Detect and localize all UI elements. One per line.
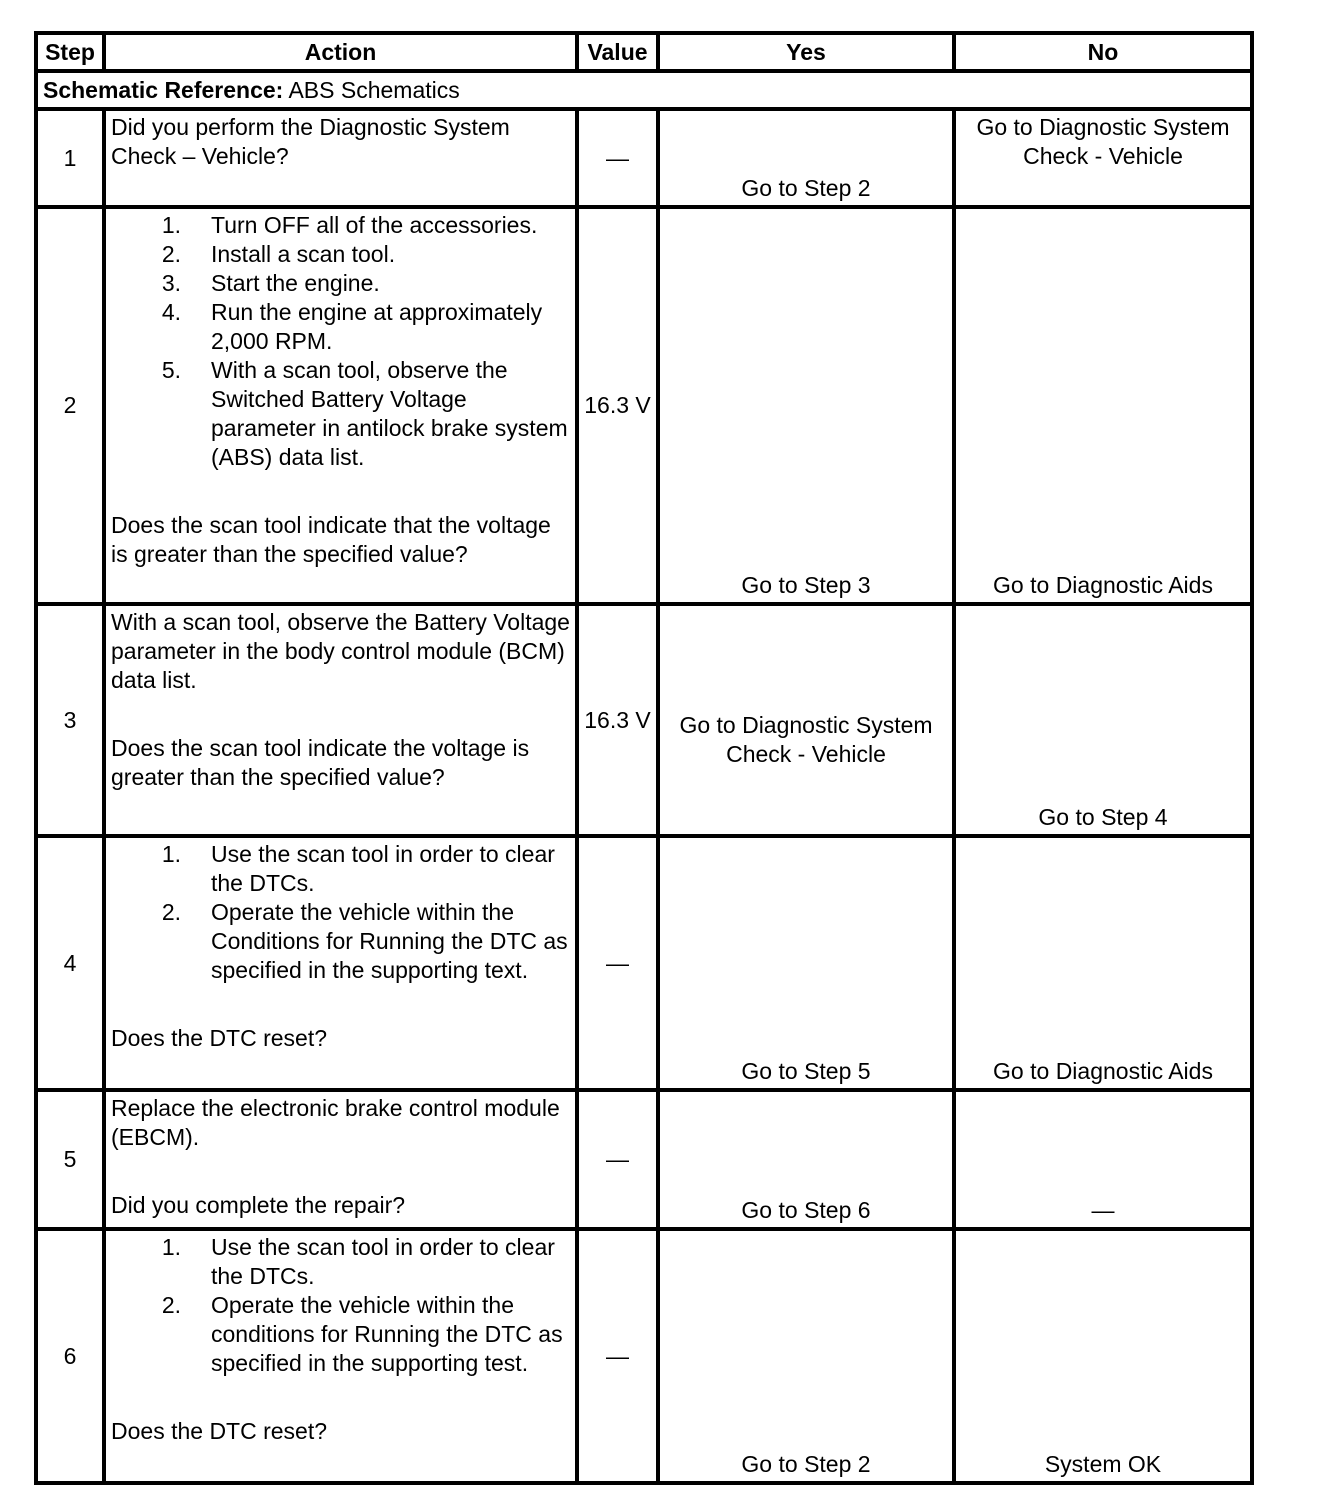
step-number: 2 bbox=[36, 207, 104, 604]
table-row bbox=[36, 1229, 1252, 1483]
value-cell: — bbox=[577, 109, 658, 207]
yes-cell: Go to Step 2 bbox=[658, 1229, 954, 1483]
schematic-label: Schematic Reference: bbox=[43, 76, 284, 103]
value-cell: 16.3 V bbox=[577, 604, 658, 836]
step-number: 6 bbox=[36, 1229, 104, 1483]
table-row bbox=[36, 109, 1252, 207]
step-number: 5 bbox=[36, 1090, 104, 1229]
action-text: With a scan tool, observe the Battery Voltage parameter in the body control module (BCM) data list. bbox=[111, 609, 570, 693]
list-text: Run the engine at approximately 2,000 RPM. bbox=[211, 299, 543, 354]
diagnostic-table bbox=[34, 31, 1254, 1485]
no-cell: Go to Diagnostic Aids bbox=[954, 836, 1252, 1090]
schematic-row bbox=[36, 71, 1252, 109]
yes-cell: Go to Step 6 bbox=[658, 1090, 954, 1229]
list-number: 3. bbox=[161, 270, 181, 296]
list-number: 5. bbox=[161, 357, 181, 383]
table-row bbox=[36, 207, 1252, 604]
action-question: Did you complete the repair? bbox=[111, 1192, 406, 1218]
list-text: Start the engine. bbox=[211, 270, 380, 296]
list-item bbox=[111, 356, 571, 472]
list-item bbox=[111, 1291, 571, 1378]
list-item bbox=[111, 240, 571, 269]
list-item bbox=[111, 1233, 571, 1291]
header-row bbox=[36, 33, 1252, 71]
list-number: 2. bbox=[161, 1292, 181, 1318]
action-list bbox=[111, 1233, 571, 1378]
action-question: Does the scan tool indicate that the voltage is greater than the specified value? bbox=[111, 512, 551, 567]
table-row bbox=[36, 1090, 1252, 1229]
action-cell bbox=[104, 1090, 577, 1229]
header-action: Action bbox=[104, 33, 577, 71]
list-item bbox=[111, 898, 571, 985]
list-number: 2. bbox=[161, 241, 181, 267]
schematic-value: ABS Schematics bbox=[288, 76, 460, 103]
action-list bbox=[111, 211, 571, 472]
action-text: Did you perform the Diagnostic System Check – Vehicle? bbox=[111, 114, 510, 169]
header-no: No bbox=[954, 33, 1252, 71]
yes-cell: Go to Diagnostic System Check - Vehicle bbox=[658, 604, 954, 836]
action-cell bbox=[104, 109, 577, 207]
action-question: Does the DTC reset? bbox=[111, 1025, 328, 1051]
list-number: 1. bbox=[161, 841, 181, 867]
schematic-reference bbox=[36, 71, 1252, 109]
list-number: 2. bbox=[161, 899, 181, 925]
action-cell bbox=[104, 207, 577, 604]
action-question: Does the scan tool indicate the voltage is greater than the specified value? bbox=[111, 735, 530, 790]
list-text: Use the scan tool in order to clear the DTCs. bbox=[211, 841, 555, 896]
table-row bbox=[36, 836, 1252, 1090]
action-list bbox=[111, 840, 571, 985]
value-cell: — bbox=[577, 1229, 658, 1483]
action-cell bbox=[104, 1229, 577, 1483]
no-cell: System OK bbox=[954, 1229, 1252, 1483]
list-number: 1. bbox=[161, 1234, 181, 1260]
value-cell: 16.3 V bbox=[577, 207, 658, 604]
list-item bbox=[111, 269, 571, 298]
table-row bbox=[36, 604, 1252, 836]
header-value: Value bbox=[577, 33, 658, 71]
yes-cell: Go to Step 5 bbox=[658, 836, 954, 1090]
step-number: 3 bbox=[36, 604, 104, 836]
list-text: Operate the vehicle within the conditions for Running the DTC as specified in the supporting test. bbox=[211, 1292, 563, 1376]
yes-cell: Go to Step 2 bbox=[658, 109, 954, 207]
list-number: 1. bbox=[161, 212, 181, 238]
step-number: 1 bbox=[36, 109, 104, 207]
no-cell: Go to Diagnostic Aids bbox=[954, 207, 1252, 604]
action-cell bbox=[104, 836, 577, 1090]
list-number: 4. bbox=[161, 299, 181, 325]
list-text: Operate the vehicle within the Conditions for Running the DTC as specified in the supporting text. bbox=[211, 899, 568, 983]
action-cell bbox=[104, 604, 577, 836]
list-item bbox=[111, 298, 571, 356]
list-text: Install a scan tool. bbox=[211, 241, 396, 267]
yes-cell: Go to Step 3 bbox=[658, 207, 954, 604]
list-item bbox=[111, 211, 571, 240]
no-cell: — bbox=[954, 1090, 1252, 1229]
action-question: Does the DTC reset? bbox=[111, 1418, 328, 1444]
list-text: With a scan tool, observe the Switched Battery Voltage parameter in antilock brake system (ABS) data list. bbox=[211, 357, 568, 470]
step-number: 4 bbox=[36, 836, 104, 1090]
no-cell: Go to Diagnostic System Check - Vehicle bbox=[954, 109, 1252, 207]
list-item bbox=[111, 840, 571, 898]
header-yes: Yes bbox=[658, 33, 954, 71]
header-step: Step bbox=[36, 33, 104, 71]
value-cell: — bbox=[577, 1090, 658, 1229]
action-text: Replace the electronic brake control module (EBCM). bbox=[111, 1095, 560, 1150]
value-cell: — bbox=[577, 836, 658, 1090]
no-cell: Go to Step 4 bbox=[954, 604, 1252, 836]
list-text: Turn OFF all of the accessories. bbox=[211, 212, 538, 238]
list-text: Use the scan tool in order to clear the DTCs. bbox=[211, 1234, 555, 1289]
